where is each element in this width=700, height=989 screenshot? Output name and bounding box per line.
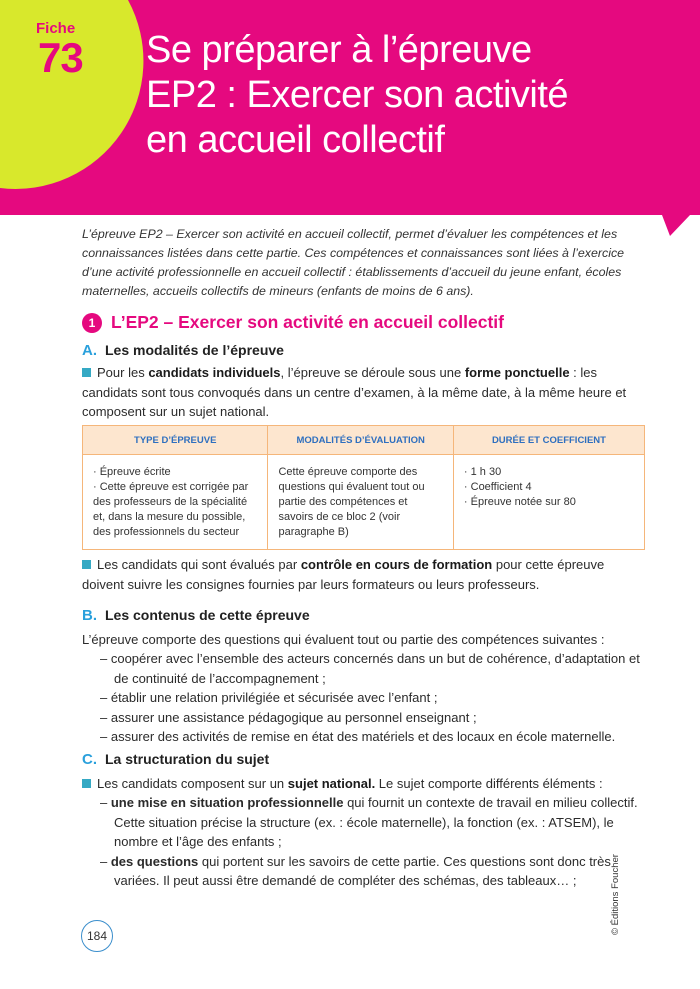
structure-list [100,793,640,891]
text: : les candidats sont tous convoqués dans un centre d’examen, à la même date, à la même heure et composent sur un sujet national. [82,365,627,419]
title-line: en accueil collectif [146,119,445,161]
square-bullet-icon [82,779,91,788]
cell-line: · 1 h 30 [463,466,502,478]
text: – [100,795,111,810]
paragraph-structure [82,774,642,794]
intro-paragraph: L’épreuve EP2 – Exercer son activité en accueil collectif, permet d’évaluer les compétences et les connaissances listées dans cette partie. Ces compétences et connaissances sont liées à l’exercice d’une activité professionnelle en accueil collectif : établissements d’accueil du jeune enfant, écoles maternelles, accueils collectifs de mineurs (enfants de moins de 6 ans). [82,227,625,298]
paragraph-ccf-candidates [82,555,642,594]
section-number-badge: 1 [82,313,102,333]
list-item: – établir une relation privilégiée et sécurisée avec l’enfant ; [100,690,438,705]
square-bullet-icon [82,368,91,377]
table-cell-type [83,455,268,550]
list-item [100,852,640,891]
bold-text: candidats individuels [148,365,281,380]
title-line: Se préparer à l’épreuve [146,29,532,71]
competences-list [100,649,640,747]
table-cell-modalities: Cette épreuve comporte des questions qui évaluent tout ou partie des compétences et savoirs de ce bloc 2 (voir paragraphe B) [268,455,453,550]
square-bullet-icon [82,560,91,569]
subheading-c [82,751,269,768]
subheading-title: La structuration du sujet [105,751,270,767]
cell-line: · Cette épreuve est corrigée par des professeurs de la spécialité et, dans la mesure du possible, des professionnels du secteur [93,481,249,538]
list-item: – coopérer avec l’ensemble des acteurs concernés dans un but de cohérence, d’adaptation et de continuité de l’accompagnement ; [100,651,640,686]
section-title: L’EP2 – Exercer son activité en accueil collectif [111,312,504,332]
bold-text: forme ponctuelle [464,365,570,380]
text: Les candidats composent sur un [97,776,288,791]
cell-line: · Épreuve écrite [93,466,171,478]
text: Pour les [97,365,149,380]
fiche-label: Fiche [36,20,76,37]
table-header-cell: DURÉE ET COEFFICIENT [453,426,644,455]
subheading-title: Les modalités de l’épreuve [105,342,284,358]
text: Les candidats qui sont évalués par [97,557,301,572]
subheading-letter: A. [82,342,97,359]
list-item [100,793,640,852]
text: Le sujet comporte différents éléments : [375,776,603,791]
text: pour cette épreuve doivent suivre les consignes fournies par leurs formateurs ou leurs professeurs. [82,557,605,592]
text: , l’épreuve se déroule sous une [280,365,465,380]
bold-text: des questions [110,853,199,869]
page-number: 184 [81,920,113,952]
table-header-cell: TYPE D’ÉPREUVE [83,426,268,455]
bold-text: sujet national. [287,776,376,791]
text: qui fournit un contexte de travail en milieu collectif. Cette situation précise la structure (ex. : école maternelle), la fonction (ex. : ATSEM), le nombre et l’âge des enfants ; [114,795,638,849]
table-header-row [83,426,645,455]
title-line: EP2 : Exercer son activité [146,74,569,116]
section-1-heading [82,312,504,333]
cell-line: · Épreuve notée sur 80 [463,496,576,508]
table-header-cell: MODALITÉS D’ÉVALUATION [268,426,453,455]
list-item: – assurer une assistance pédagogique au personnel enseignant ; [100,709,477,725]
copyright-notice: © Éditions Foucher [610,854,621,935]
subheading-b [82,607,310,624]
paragraph-individual-candidates [82,363,642,422]
list-item: – assurer des activités de remise en état des matériels et des locaux en école maternelle. [100,729,616,744]
cell-line: · Coefficient 4 [463,481,532,493]
table-row [83,455,645,550]
text: – [100,853,111,869]
paragraph-contents-lead: L’épreuve comporte des questions qui évaluent tout ou partie des compétences suivantes : [82,632,605,647]
table-cell-duration [453,455,644,550]
bold-text: contrôle en cours de formation [300,557,493,572]
fiche-number: 73 [38,34,83,81]
subheading-letter: C. [82,751,97,768]
subheading-title: Les contenus de cette épreuve [105,607,310,623]
page-title [146,28,686,163]
text: qui portent sur les savoirs de cette partie. Ces questions sont donc très variées. Il peut aussi être demandé de compléter des schémas, des tableaux… ; [114,853,611,888]
subheading-letter: B. [82,607,97,624]
bold-text: une mise en situation professionnelle [110,795,344,810]
subheading-a [82,342,284,359]
exam-table [82,425,645,550]
